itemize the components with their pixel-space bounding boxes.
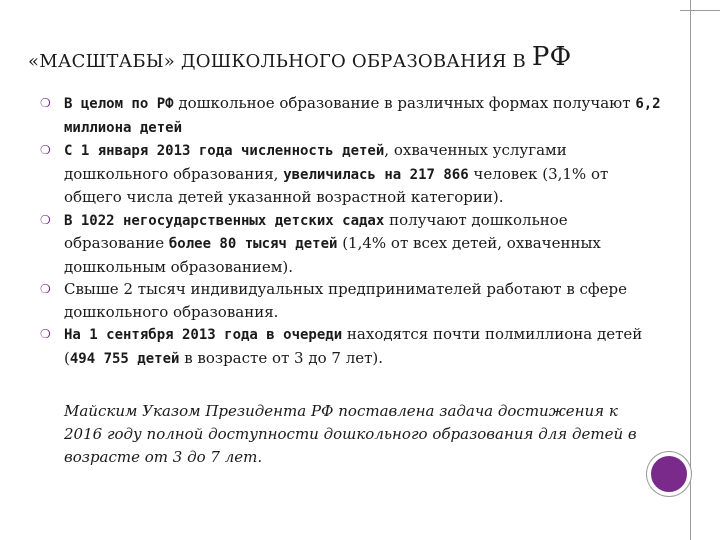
item-bold-lead: В целом по РФ bbox=[64, 96, 174, 112]
item-text-tail: (1,4% от всех детей, охваченных дошкольным образованием). bbox=[64, 234, 601, 276]
item-text-tail: человек (3,1% от общего числа детей указанной возрастной категории). bbox=[64, 164, 609, 206]
item-bold-figure: увеличилась на 217 866 bbox=[283, 166, 469, 183]
decree-note: Майским Указом Президента РФ поставлена задача достижения к 2016 году полной доступности дошкольного образования для детей в возрасте от 3 до 7 лет. bbox=[64, 402, 637, 466]
bullet-icon: ❍ bbox=[40, 212, 51, 227]
title-country: РФ bbox=[531, 42, 572, 72]
list-item bbox=[40, 139, 670, 209]
bullet-list bbox=[40, 92, 670, 370]
item-text: , охваченных услугами дошкольного образования, bbox=[64, 141, 567, 183]
list-item bbox=[40, 209, 670, 279]
item-text: находятся почти полмиллиона детей ( bbox=[64, 325, 643, 367]
bullet-icon: ❍ bbox=[40, 327, 51, 341]
frame-line-horizontal bbox=[680, 10, 720, 11]
item-bold-lead: В 1022 негосударственных детских садах bbox=[64, 212, 385, 229]
bullet-icon: ❍ bbox=[40, 143, 51, 157]
list-item bbox=[40, 92, 670, 139]
item-text: Свыше 2 тысяч индивидуальных предпринимателей работают в сфере дошкольного образования. bbox=[64, 280, 628, 321]
item-bold-lead: С 1 января 2013 года численность детей bbox=[64, 143, 385, 159]
item-bold-figure: 6,2 миллиона детей bbox=[64, 96, 661, 136]
decorative-circle-icon bbox=[647, 452, 691, 496]
item-bold-lead: На 1 сентября 2013 года в очереди bbox=[64, 327, 343, 343]
list-item bbox=[40, 323, 670, 370]
slide-title bbox=[28, 44, 668, 74]
item-text: получают дошкольное образование bbox=[64, 210, 568, 252]
list-item bbox=[40, 278, 670, 323]
item-bold-figure: 494 755 детей bbox=[69, 350, 180, 367]
item-bold-figure: более 80 тысяч детей bbox=[168, 236, 338, 252]
item-text: дошкольное образование в различных формах получают bbox=[173, 94, 636, 112]
item-text-tail: в возрасте от 3 до 7 лет). bbox=[179, 348, 384, 367]
frame-line-vertical bbox=[690, 0, 691, 540]
bullet-icon: ❍ bbox=[40, 282, 51, 296]
title-main: «МАСШТАБЫ» ДОШКОЛЬНОГО ОБРАЗОВАНИЯ В bbox=[28, 51, 532, 72]
bullet-icon: ❍ bbox=[40, 96, 51, 110]
